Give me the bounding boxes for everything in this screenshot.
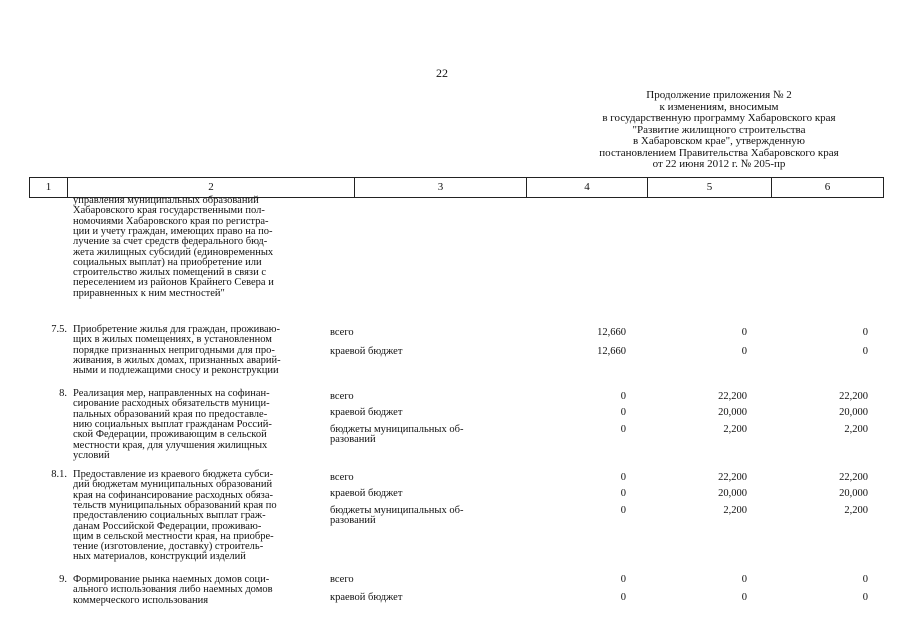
funding-source-label: разований [330,434,376,446]
value-col6: 22,200 [839,391,868,402]
value-col4: 0 [620,391,626,402]
row-number: 8. [59,388,67,399]
column-number-2: 2 [67,178,354,197]
funding-source-label: всего [330,327,354,338]
continuation-text-line: социальных выплат) на приобретение или [73,256,262,268]
column-number-4: 4 [526,178,647,197]
continuation-text-line: строительство жилых помещений в связи с [73,267,266,279]
column-number-6: 6 [771,178,884,197]
value-col5: 22,200 [718,472,747,483]
continuation-text-line: переселением из районов Крайнего Севера и [73,277,274,289]
value-col4: 0 [620,407,626,418]
value-col5: 0 [741,592,747,603]
measure-name-line: ской Федерации, проживающим в сельской [73,429,267,441]
page-number: 22 [436,66,448,80]
continuation-text-line: жета жилищных субсидий (единовременных [73,246,274,258]
column-number-1: 1 [29,178,67,197]
funding-source-label: краевой бюджет [330,346,403,357]
value-col6: 0 [862,346,868,357]
value-col5: 2,200 [723,505,747,516]
value-col5: 20,000 [718,407,747,418]
row-number: 7.5. [51,324,67,335]
header-line: постановлением Правительства Хабаровского края [599,146,839,159]
funding-source-label: краевой бюджет [330,407,403,418]
value-col4: 12,660 [597,346,626,357]
measure-name-line: щих в жилых помещениях, в установленном [73,334,272,346]
value-col6: 22,200 [839,472,868,483]
continuation-text-line: номочиями Хабаровского края по регистра- [73,215,269,227]
measure-name-line: тение (изготовление, доставку) строитель- [73,541,264,553]
measure-name-line: дий бюджетам муниципальных образований [73,479,273,491]
measure-name-line: ными и подлежащими сносу и реконструкции [73,365,279,377]
continuation-text-line: лучение за счет средств федерального бюд- [73,236,268,248]
header-line: "Развитие жилищного строительства [632,123,806,136]
value-col6: 2,200 [844,424,868,435]
funding-source-label: разований [330,515,376,527]
funding-source-label: краевой бюджет [330,488,403,499]
continuation-text-line: приравненных к ним местностей" [73,287,225,299]
measure-name-line: порядке признанных непригодными для про- [73,344,275,356]
value-col5: 22,200 [718,391,747,402]
funding-source-label: краевой бюджет [330,592,403,603]
measure-name-line: Приобретение жилья для граждан, проживаю- [73,324,281,335]
measure-name-line: Предоставление из краевого бюджета субси- [73,469,274,480]
value-col4: 0 [620,505,626,516]
measure-name-line: Реализация мер, направленных на софинан- [73,388,270,399]
measure-name-line: нию социальных выплат гражданам Россий- [73,418,272,430]
measure-name-line: живания, в жилых домах, признанных аварий- [73,354,281,366]
measure-name-line: местности края, для улучшения жилищных [73,439,268,451]
measure-name-line: коммерческого использования [73,594,209,606]
measure-name-line: сирование расходных обязательств муници- [73,398,270,410]
measure-name-line: данам Российской Федерации, проживаю- [73,520,262,532]
funding-source-label: бюджеты муниципальных об- [330,505,464,516]
funding-source-label: всего [330,472,354,483]
column-number-5: 5 [647,178,771,197]
measure-name-line: края на софинансирование расходных обяза- [73,489,273,501]
funding-source-label: всего [330,391,354,402]
value-col6: 0 [862,592,868,603]
value-col4: 0 [620,488,626,499]
measure-name-line: ных материалов, конструкций изделий [73,551,246,563]
measure-name-line: условий [73,449,110,461]
funding-source-label: бюджеты муниципальных об- [330,424,464,435]
value-col5: 0 [741,327,747,338]
measure-name-line: щим в сельской местности края, на приобре- [73,530,274,542]
header-line: в Хабаровском крае", утвержденную [632,135,806,147]
measure-name-line: пальных образований края по предоставле- [73,408,268,420]
value-col6: 20,000 [839,488,868,499]
value-col5: 20,000 [718,488,747,499]
value-col5: 2,200 [723,424,747,435]
value-col4: 0 [620,592,626,603]
measure-name-line: ального использования либо наемных домов [73,584,273,596]
value-col6: 0 [862,574,868,585]
value-col6: 2,200 [844,505,868,516]
header-line: в государственную программу Хабаровского края [602,112,836,124]
continuation-text-line: ции и учету граждан, имеющих право на по- [73,225,273,237]
measure-name-line: предоставлению социальных выплат граж- [73,510,266,522]
value-col4: 0 [620,472,626,483]
measure-name-line: Формирование рынка наемных домов соци- [73,574,270,585]
value-col6: 20,000 [839,407,868,418]
value-col4: 12,660 [597,327,626,338]
row-number: 9. [59,574,67,585]
continuation-text-line: управления муниципальных образований [73,195,259,206]
row-number: 8.1. [51,469,67,480]
value-col4: 0 [620,424,626,435]
page-bottom-edge [0,630,905,631]
measure-name-line: тельств муниципальных образований края по [73,499,277,511]
header-line: к изменениям, вносимым [659,100,779,113]
header-line: Продолжение приложения № 2 [646,89,792,101]
value-col5: 0 [741,574,747,585]
column-number-3: 3 [354,178,526,197]
header-line: от 22 июня 2012 г. № 205-пр [652,158,786,170]
value-col4: 0 [620,574,626,585]
funding-source-label: всего [330,574,354,585]
appendix-header [560,90,878,171]
value-col6: 0 [862,327,868,338]
continuation-text-line: Хабаровского края государственными пол- [73,205,265,217]
value-col5: 0 [741,346,747,357]
